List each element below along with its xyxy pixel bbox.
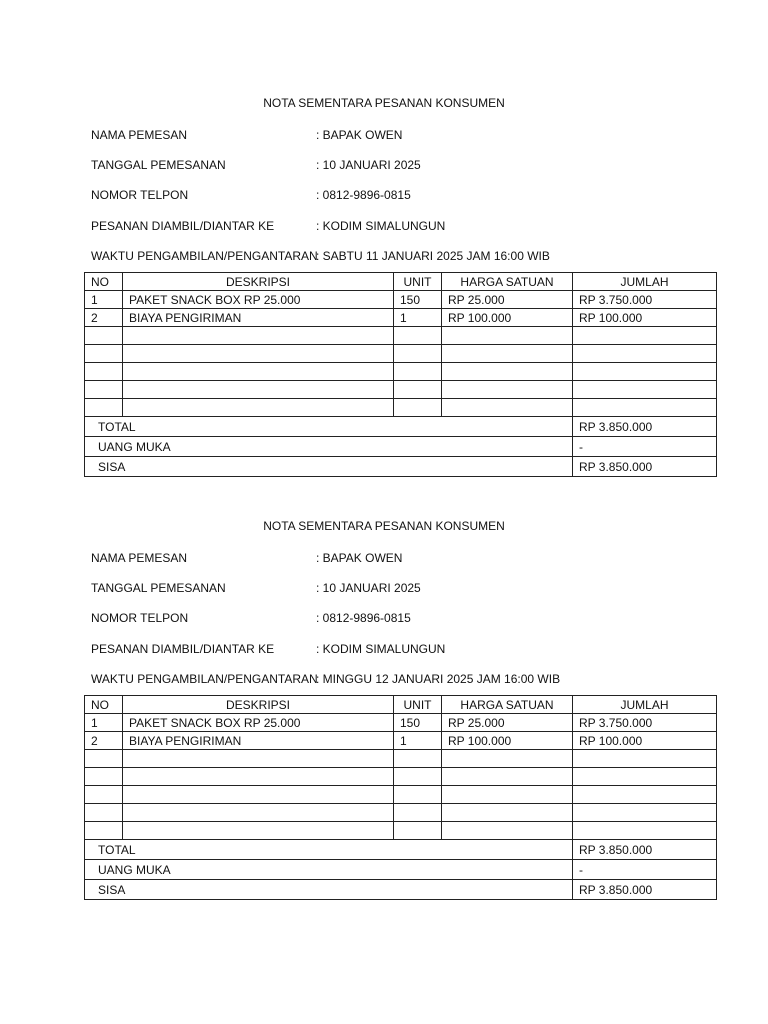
cell-unit — [394, 399, 442, 417]
cell-unit-price — [442, 768, 573, 786]
cell-amount — [573, 327, 717, 345]
field-value: : 10 JANUARI 2025 — [316, 158, 421, 172]
cell-amount — [573, 363, 717, 381]
cell-no — [85, 822, 123, 840]
cell-description: BIAYA PENGIRIMAN — [123, 732, 394, 750]
field-label: TANGGAL PEMESANAN — [91, 581, 226, 595]
cell-description: PAKET SNACK BOX RP 25.000 — [123, 291, 394, 309]
cell-unit: 1 — [394, 309, 442, 327]
cell-description — [123, 363, 394, 381]
order-table — [84, 272, 717, 477]
cell-unit-price — [442, 363, 573, 381]
header-amount: JUMLAH — [573, 696, 717, 714]
cell-no — [85, 750, 123, 768]
cell-unit-price: RP 100.000 — [442, 309, 573, 327]
cell-unit-price — [442, 399, 573, 417]
table-row-empty — [85, 786, 717, 804]
cell-description — [123, 804, 394, 822]
field-label: NOMOR TELPON — [91, 611, 189, 625]
cell-amount — [573, 345, 717, 363]
cell-unit-price: RP 100.000 — [442, 732, 573, 750]
cell-no — [85, 786, 123, 804]
summary-label: TOTAL — [85, 417, 573, 437]
table-row-empty — [85, 750, 717, 768]
field-label: PESANAN DIAMBIL/DIANTAR KE — [91, 642, 275, 656]
header-unit-price: HARGA SATUAN — [442, 273, 573, 291]
order-table — [84, 695, 717, 900]
cell-description — [123, 327, 394, 345]
cell-unit-price — [442, 345, 573, 363]
cell-description — [123, 768, 394, 786]
field-label: NAMA PEMESAN — [91, 551, 188, 565]
field-value: : SABTU 11 JANUARI 2025 JAM 16:00 WIB — [316, 249, 550, 263]
cell-description: BIAYA PENGIRIMAN — [123, 309, 394, 327]
cell-description — [123, 786, 394, 804]
summary-row-down-payment — [85, 860, 717, 880]
field-value: : KODIM SIMALUNGUN — [316, 642, 446, 656]
header-no: NO — [85, 696, 123, 714]
cell-amount: RP 3.750.000 — [573, 291, 717, 309]
cell-no — [85, 363, 123, 381]
cell-no: 2 — [85, 732, 123, 750]
cell-no — [85, 327, 123, 345]
summary-label: UANG MUKA — [85, 860, 573, 880]
summary-value: - — [573, 437, 717, 457]
cell-unit-price — [442, 750, 573, 768]
cell-no: 1 — [85, 291, 123, 309]
cell-amount: RP 100.000 — [573, 732, 717, 750]
summary-value: RP 3.850.000 — [573, 417, 717, 437]
cell-unit — [394, 363, 442, 381]
field-value: : 10 JANUARI 2025 — [316, 581, 421, 595]
cell-unit-price: RP 25.000 — [442, 291, 573, 309]
cell-unit — [394, 345, 442, 363]
header-amount: JUMLAH — [573, 273, 717, 291]
summary-label: UANG MUKA — [85, 437, 573, 457]
field-value: : KODIM SIMALUNGUN — [316, 219, 446, 233]
cell-amount: RP 100.000 — [573, 309, 717, 327]
cell-no — [85, 804, 123, 822]
cell-unit — [394, 327, 442, 345]
field-label: NAMA PEMESAN — [91, 128, 188, 142]
cell-unit-price: RP 25.000 — [442, 714, 573, 732]
cell-unit-price — [442, 327, 573, 345]
header-description: DESKRIPSI — [123, 696, 394, 714]
table-row — [85, 732, 717, 750]
cell-amount — [573, 750, 717, 768]
cell-no — [85, 345, 123, 363]
header-unit-price: HARGA SATUAN — [442, 696, 573, 714]
cell-no — [85, 381, 123, 399]
cell-unit — [394, 804, 442, 822]
cell-description: PAKET SNACK BOX RP 25.000 — [123, 714, 394, 732]
summary-label: TOTAL — [85, 840, 573, 860]
cell-amount — [573, 786, 717, 804]
table-row-empty — [85, 399, 717, 417]
cell-unit-price — [442, 822, 573, 840]
table-row — [85, 714, 717, 732]
cell-unit: 150 — [394, 291, 442, 309]
nota-title: NOTA SEMENTARA PESANAN KONSUMEN — [263, 96, 505, 110]
cell-description — [123, 345, 394, 363]
field-label: WAKTU PENGAMBILAN/PENGANTARAN — [91, 249, 318, 263]
header-unit: UNIT — [394, 273, 442, 291]
cell-amount — [573, 381, 717, 399]
cell-unit-price — [442, 804, 573, 822]
cell-amount — [573, 768, 717, 786]
cell-unit — [394, 750, 442, 768]
summary-label: SISA — [85, 880, 573, 900]
header-description: DESKRIPSI — [123, 273, 394, 291]
cell-unit — [394, 381, 442, 399]
table-row — [85, 291, 717, 309]
field-label: NOMOR TELPON — [91, 188, 189, 202]
cell-amount — [573, 804, 717, 822]
table-header-row — [85, 273, 717, 291]
nota-title: NOTA SEMENTARA PESANAN KONSUMEN — [263, 519, 505, 533]
table-row — [85, 309, 717, 327]
summary-row-down-payment — [85, 437, 717, 457]
summary-row-total — [85, 840, 717, 860]
summary-row-balance — [85, 457, 717, 477]
cell-no: 2 — [85, 309, 123, 327]
cell-unit-price — [442, 381, 573, 399]
cell-amount — [573, 822, 717, 840]
cell-unit: 1 — [394, 732, 442, 750]
field-label: WAKTU PENGAMBILAN/PENGANTARAN — [91, 672, 318, 686]
cell-no: 1 — [85, 714, 123, 732]
table-row-empty — [85, 327, 717, 345]
summary-row-balance — [85, 880, 717, 900]
table-row-empty — [85, 822, 717, 840]
table-row-empty — [85, 768, 717, 786]
summary-value: RP 3.850.000 — [573, 457, 717, 477]
table-row-empty — [85, 363, 717, 381]
summary-value: RP 3.850.000 — [573, 840, 717, 860]
field-label: PESANAN DIAMBIL/DIANTAR KE — [91, 219, 275, 233]
cell-description — [123, 381, 394, 399]
cell-unit: 150 — [394, 714, 442, 732]
table-row-empty — [85, 345, 717, 363]
field-value: : BAPAK OWEN — [316, 128, 403, 142]
field-value: : 0812-9896-0815 — [316, 611, 411, 625]
cell-description — [123, 750, 394, 768]
cell-amount: RP 3.750.000 — [573, 714, 717, 732]
field-value: : MINGGU 12 JANUARI 2025 JAM 16:00 WIB — [316, 672, 561, 686]
cell-no — [85, 399, 123, 417]
table-row-empty — [85, 804, 717, 822]
field-value: : 0812-9896-0815 — [316, 188, 411, 202]
summary-value: RP 3.850.000 — [573, 880, 717, 900]
summary-row-total — [85, 417, 717, 437]
cell-description — [123, 822, 394, 840]
cell-description — [123, 399, 394, 417]
table-header-row — [85, 696, 717, 714]
cell-unit — [394, 786, 442, 804]
cell-amount — [573, 399, 717, 417]
field-value: : BAPAK OWEN — [316, 551, 403, 565]
table-row-empty — [85, 381, 717, 399]
field-label: TANGGAL PEMESANAN — [91, 158, 226, 172]
cell-no — [85, 768, 123, 786]
header-unit: UNIT — [394, 696, 442, 714]
summary-value: - — [573, 860, 717, 880]
header-no: NO — [85, 273, 123, 291]
cell-unit — [394, 822, 442, 840]
cell-unit — [394, 768, 442, 786]
cell-unit-price — [442, 786, 573, 804]
summary-label: SISA — [85, 457, 573, 477]
